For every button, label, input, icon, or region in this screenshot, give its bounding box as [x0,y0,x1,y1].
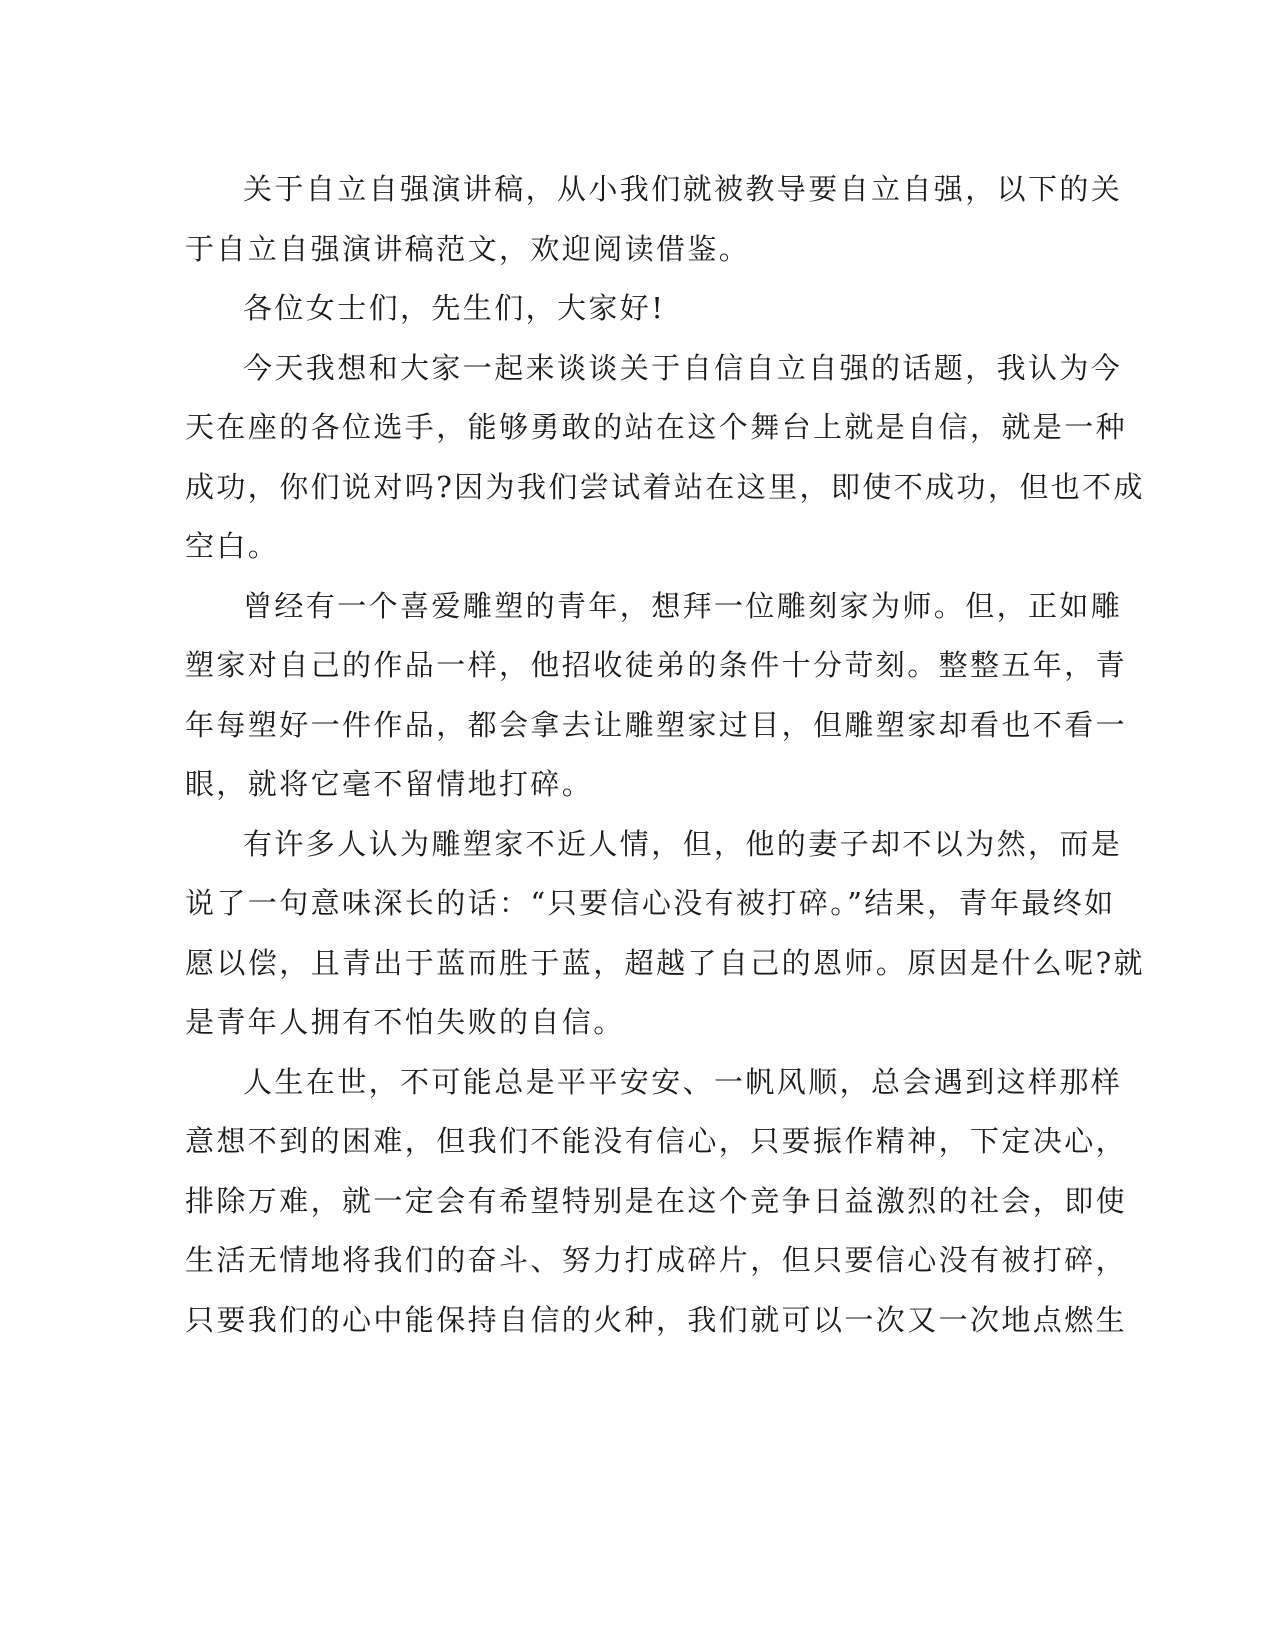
text-line: 是青年人拥有不怕失败的自信。 [185,1005,625,1039]
text-line: 塑家对自己的作品一样，他招收徒弟的条件十分苛刻。整整五年，青 [185,648,1128,682]
text-line: 生活无情地将我们的奋斗、努力打成碎片，但只要信心没有被打碎， [185,1243,1128,1277]
paragraph-wife-quote [185,815,1145,1053]
text-line: 眼，就将它毫不留情地打碎。 [185,767,594,801]
text-line: 说了一句意味深长的话：“只要信心没有被打碎。”结果，青年最终如 [185,886,1116,920]
text-line: 曾经有一个喜爱雕塑的青年，想拜一位雕刻家为师。但，正如雕 [243,588,1123,623]
document-body [185,160,1145,1350]
text-line: 空白。 [185,529,280,563]
text-line: 今天我想和大家一起来谈谈关于自信自立自强的话题，我认为今 [243,350,1123,385]
text-line: 只要我们的心中能保持自信的火种，我们就可以一次又一次地点燃生 [185,1302,1128,1337]
paragraph-sculptor-story [185,577,1128,815]
paragraph-topic [185,339,1145,577]
text-line: 成功，你们说对吗?因为我们尝试着站在这里，即使不成功，但也不成 [185,469,1145,504]
text-line: 各位女士们，先生们，大家好! [243,291,666,325]
paragraph-life-confidence [185,1053,1128,1351]
paragraph-intro [185,160,1123,279]
paragraph-greeting [185,279,1065,339]
text-line: 排除万难，就一定会有希望特别是在这个竞争日益激烈的社会，即使 [185,1183,1128,1218]
text-line: 人生在世，不可能总是平平安安、一帆风顺，总会遇到这样那样 [243,1064,1123,1099]
text-line: 天在座的各位选手，能够勇敢的站在这个舞台上就是自信，就是一种 [185,410,1128,444]
text-line: 年每塑好一件作品，都会拿去让雕塑家过目，但雕塑家却看也不看一 [185,707,1128,742]
text-line: 关于自立自强演讲稿，从小我们就被教导要自立自强，以下的关 [243,172,1123,206]
text-line: 于自立自强演讲稿范文，欢迎阅读借鉴。 [185,231,751,266]
text-line: 愿以偿，且青出于蓝而胜于蓝，超越了自己的恩师。原因是什么呢?就 [185,945,1145,980]
text-line: 有许多人认为雕塑家不近人情，但，他的妻子却不以为然，而是 [243,826,1123,861]
text-line: 意想不到的困难，但我们不能没有信心，只要振作精神，下定决心， [185,1124,1128,1158]
